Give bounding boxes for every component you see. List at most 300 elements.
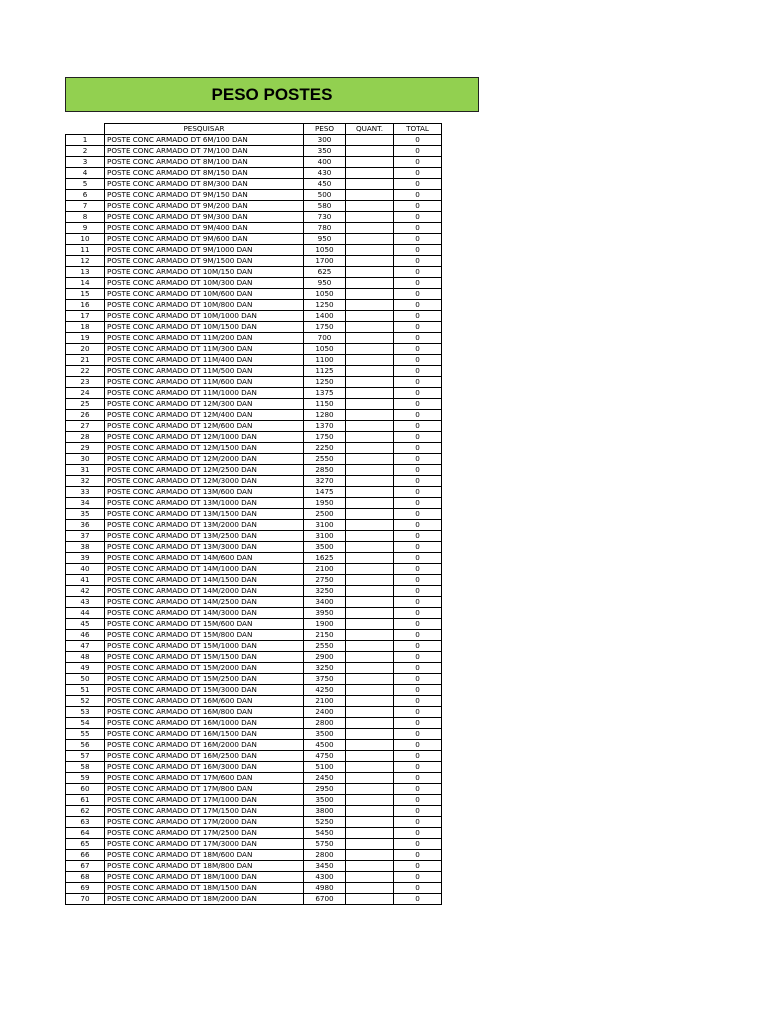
total-cell[interactable]: 0: [394, 366, 442, 377]
quantity-cell[interactable]: [346, 278, 394, 289]
total-cell[interactable]: 0: [394, 762, 442, 773]
total-cell[interactable]: 0: [394, 201, 442, 212]
pole-weight[interactable]: 2150: [304, 630, 346, 641]
quantity-cell[interactable]: [346, 212, 394, 223]
pole-weight[interactable]: 3450: [304, 861, 346, 872]
pole-weight[interactable]: 2400: [304, 707, 346, 718]
pole-weight[interactable]: 3500: [304, 729, 346, 740]
pole-weight[interactable]: 5450: [304, 828, 346, 839]
pole-weight[interactable]: 2450: [304, 773, 346, 784]
pole-weight[interactable]: 2750: [304, 575, 346, 586]
quantity-cell[interactable]: [346, 597, 394, 608]
quantity-cell[interactable]: [346, 806, 394, 817]
pole-description[interactable]: POSTE CONC ARMADO DT 9M/200 DAN: [105, 201, 304, 212]
quantity-cell[interactable]: [346, 663, 394, 674]
pole-description[interactable]: POSTE CONC ARMADO DT 11M/1000 DAN: [105, 388, 304, 399]
pole-description[interactable]: POSTE CONC ARMADO DT 13M/3000 DAN: [105, 542, 304, 553]
quantity-cell[interactable]: [346, 190, 394, 201]
pole-weight[interactable]: 2900: [304, 652, 346, 663]
pole-description[interactable]: POSTE CONC ARMADO DT 14M/3000 DAN: [105, 608, 304, 619]
pole-description[interactable]: POSTE CONC ARMADO DT 17M/1500 DAN: [105, 806, 304, 817]
quantity-cell[interactable]: [346, 652, 394, 663]
total-cell[interactable]: 0: [394, 256, 442, 267]
pole-description[interactable]: POSTE CONC ARMADO DT 15M/600 DAN: [105, 619, 304, 630]
quantity-cell[interactable]: [346, 146, 394, 157]
pole-weight[interactable]: 4980: [304, 883, 346, 894]
pole-weight[interactable]: 625: [304, 267, 346, 278]
total-cell[interactable]: 0: [394, 553, 442, 564]
quantity-cell[interactable]: [346, 267, 394, 278]
quantity-cell[interactable]: [346, 487, 394, 498]
quantity-cell[interactable]: [346, 740, 394, 751]
total-cell[interactable]: 0: [394, 520, 442, 531]
quantity-cell[interactable]: [346, 476, 394, 487]
quantity-cell[interactable]: [346, 564, 394, 575]
quantity-cell[interactable]: [346, 157, 394, 168]
total-cell[interactable]: 0: [394, 168, 442, 179]
total-cell[interactable]: 0: [394, 850, 442, 861]
pole-description[interactable]: POSTE CONC ARMADO DT 11M/300 DAN: [105, 344, 304, 355]
total-cell[interactable]: 0: [394, 674, 442, 685]
quantity-cell[interactable]: [346, 498, 394, 509]
pole-description[interactable]: POSTE CONC ARMADO DT 12M/2500 DAN: [105, 465, 304, 476]
pole-description[interactable]: POSTE CONC ARMADO DT 7M/100 DAN: [105, 146, 304, 157]
row-number: 53: [66, 707, 105, 718]
total-cell[interactable]: 0: [394, 300, 442, 311]
pole-description[interactable]: POSTE CONC ARMADO DT 12M/2000 DAN: [105, 454, 304, 465]
pole-description[interactable]: POSTE CONC ARMADO DT 16M/1500 DAN: [105, 729, 304, 740]
quantity-cell[interactable]: [346, 388, 394, 399]
pole-weight[interactable]: 1125: [304, 366, 346, 377]
total-cell[interactable]: 0: [394, 542, 442, 553]
pole-description[interactable]: POSTE CONC ARMADO DT 10M/1500 DAN: [105, 322, 304, 333]
quantity-cell[interactable]: [346, 542, 394, 553]
poles-weight-table: [65, 123, 442, 905]
pole-description[interactable]: POSTE CONC ARMADO DT 12M/3000 DAN: [105, 476, 304, 487]
total-cell[interactable]: 0: [394, 619, 442, 630]
total-cell[interactable]: 0: [394, 795, 442, 806]
pole-weight[interactable]: 1950: [304, 498, 346, 509]
pole-weight[interactable]: 5750: [304, 839, 346, 850]
total-cell[interactable]: 0: [394, 685, 442, 696]
total-cell[interactable]: 0: [394, 410, 442, 421]
total-cell[interactable]: 0: [394, 278, 442, 289]
pole-description[interactable]: POSTE CONC ARMADO DT 14M/1500 DAN: [105, 575, 304, 586]
total-cell[interactable]: 0: [394, 707, 442, 718]
pole-weight[interactable]: 1250: [304, 377, 346, 388]
pole-weight[interactable]: 1370: [304, 421, 346, 432]
pole-weight[interactable]: 1625: [304, 553, 346, 564]
pole-description[interactable]: POSTE CONC ARMADO DT 9M/1500 DAN: [105, 256, 304, 267]
total-cell[interactable]: 0: [394, 322, 442, 333]
pole-description[interactable]: POSTE CONC ARMADO DT 9M/1000 DAN: [105, 245, 304, 256]
pole-weight[interactable]: 500: [304, 190, 346, 201]
quantity-cell[interactable]: [346, 465, 394, 476]
pole-description[interactable]: POSTE CONC ARMADO DT 11M/400 DAN: [105, 355, 304, 366]
pole-description[interactable]: POSTE CONC ARMADO DT 15M/2000 DAN: [105, 663, 304, 674]
pole-description[interactable]: POSTE CONC ARMADO DT 12M/400 DAN: [105, 410, 304, 421]
quantity-cell[interactable]: [346, 861, 394, 872]
pole-description[interactable]: POSTE CONC ARMADO DT 17M/600 DAN: [105, 773, 304, 784]
quantity-cell[interactable]: [346, 674, 394, 685]
total-cell[interactable]: 0: [394, 652, 442, 663]
quantity-cell[interactable]: [346, 410, 394, 421]
total-cell[interactable]: 0: [394, 388, 442, 399]
pole-weight[interactable]: 950: [304, 278, 346, 289]
total-cell[interactable]: 0: [394, 751, 442, 762]
quantity-cell[interactable]: [346, 817, 394, 828]
pole-description[interactable]: POSTE CONC ARMADO DT 12M/1500 DAN: [105, 443, 304, 454]
pole-weight[interactable]: 580: [304, 201, 346, 212]
pole-description[interactable]: POSTE CONC ARMADO DT 12M/300 DAN: [105, 399, 304, 410]
pole-weight[interactable]: 730: [304, 212, 346, 223]
pole-weight[interactable]: 3500: [304, 795, 346, 806]
total-cell[interactable]: 0: [394, 135, 442, 146]
total-cell[interactable]: 0: [394, 718, 442, 729]
total-cell[interactable]: 0: [394, 245, 442, 256]
pole-description[interactable]: POSTE CONC ARMADO DT 16M/3000 DAN: [105, 762, 304, 773]
pole-description[interactable]: POSTE CONC ARMADO DT 14M/2500 DAN: [105, 597, 304, 608]
total-cell[interactable]: 0: [394, 465, 442, 476]
pole-weight[interactable]: 350: [304, 146, 346, 157]
quantity-cell[interactable]: [346, 234, 394, 245]
total-cell[interactable]: 0: [394, 894, 442, 905]
pole-description[interactable]: POSTE CONC ARMADO DT 9M/150 DAN: [105, 190, 304, 201]
quantity-cell[interactable]: [346, 685, 394, 696]
table-row: [66, 828, 442, 839]
quantity-cell[interactable]: [346, 509, 394, 520]
total-cell[interactable]: 0: [394, 531, 442, 542]
total-cell[interactable]: 0: [394, 476, 442, 487]
pole-weight[interactable]: 1400: [304, 311, 346, 322]
total-cell[interactable]: 0: [394, 784, 442, 795]
total-cell[interactable]: 0: [394, 817, 442, 828]
pole-description[interactable]: POSTE CONC ARMADO DT 16M/800 DAN: [105, 707, 304, 718]
pole-description[interactable]: POSTE CONC ARMADO DT 10M/150 DAN: [105, 267, 304, 278]
pole-weight[interactable]: 2100: [304, 564, 346, 575]
pole-weight[interactable]: 3270: [304, 476, 346, 487]
pole-weight[interactable]: 5100: [304, 762, 346, 773]
quantity-cell[interactable]: [346, 784, 394, 795]
quantity-cell[interactable]: [346, 333, 394, 344]
quantity-cell[interactable]: [346, 432, 394, 443]
quantity-cell[interactable]: [346, 322, 394, 333]
quantity-cell[interactable]: [346, 872, 394, 883]
total-cell[interactable]: 0: [394, 377, 442, 388]
total-cell[interactable]: 0: [394, 179, 442, 190]
pole-weight[interactable]: 300: [304, 135, 346, 146]
pole-weight[interactable]: 4500: [304, 740, 346, 751]
row-number: 39: [66, 553, 105, 564]
total-cell[interactable]: 0: [394, 267, 442, 278]
total-cell[interactable]: 0: [394, 234, 442, 245]
quantity-cell[interactable]: [346, 179, 394, 190]
quantity-cell[interactable]: [346, 608, 394, 619]
quantity-cell[interactable]: [346, 256, 394, 267]
pole-description[interactable]: POSTE CONC ARMADO DT 17M/1000 DAN: [105, 795, 304, 806]
total-cell[interactable]: 0: [394, 157, 442, 168]
pole-weight[interactable]: 6700: [304, 894, 346, 905]
pole-weight[interactable]: 4750: [304, 751, 346, 762]
pole-description[interactable]: POSTE CONC ARMADO DT 6M/100 DAN: [105, 135, 304, 146]
quantity-cell[interactable]: [346, 850, 394, 861]
quantity-cell[interactable]: [346, 344, 394, 355]
pole-weight[interactable]: 1050: [304, 245, 346, 256]
pole-weight[interactable]: 1050: [304, 344, 346, 355]
pole-weight[interactable]: 2550: [304, 454, 346, 465]
pole-description[interactable]: POSTE CONC ARMADO DT 15M/3000 DAN: [105, 685, 304, 696]
quantity-cell[interactable]: [346, 762, 394, 773]
quantity-cell[interactable]: [346, 443, 394, 454]
total-cell[interactable]: 0: [394, 487, 442, 498]
quantity-cell[interactable]: [346, 883, 394, 894]
row-number: 27: [66, 421, 105, 432]
quantity-cell[interactable]: [346, 399, 394, 410]
pole-weight[interactable]: 1280: [304, 410, 346, 421]
quantity-cell[interactable]: [346, 795, 394, 806]
pole-description[interactable]: POSTE CONC ARMADO DT 13M/600 DAN: [105, 487, 304, 498]
header-weight[interactable]: PESO: [304, 124, 346, 135]
pole-description[interactable]: POSTE CONC ARMADO DT 18M/1000 DAN: [105, 872, 304, 883]
pole-weight[interactable]: 1750: [304, 432, 346, 443]
pole-description[interactable]: POSTE CONC ARMADO DT 13M/1000 DAN: [105, 498, 304, 509]
total-cell[interactable]: 0: [394, 740, 442, 751]
total-cell[interactable]: 0: [394, 773, 442, 784]
quantity-cell[interactable]: [346, 586, 394, 597]
table-row: [66, 839, 442, 850]
pole-weight[interactable]: 1900: [304, 619, 346, 630]
total-cell[interactable]: 0: [394, 498, 442, 509]
total-cell[interactable]: 0: [394, 861, 442, 872]
pole-description[interactable]: POSTE CONC ARMADO DT 16M/2500 DAN: [105, 751, 304, 762]
total-cell[interactable]: 0: [394, 146, 442, 157]
row-number: 32: [66, 476, 105, 487]
pole-description[interactable]: POSTE CONC ARMADO DT 12M/600 DAN: [105, 421, 304, 432]
pole-weight[interactable]: 950: [304, 234, 346, 245]
pole-description[interactable]: POSTE CONC ARMADO DT 13M/1500 DAN: [105, 509, 304, 520]
total-cell[interactable]: 0: [394, 586, 442, 597]
pole-description[interactable]: POSTE CONC ARMADO DT 17M/2500 DAN: [105, 828, 304, 839]
pole-description[interactable]: POSTE CONC ARMADO DT 10M/600 DAN: [105, 289, 304, 300]
pole-weight[interactable]: 2850: [304, 465, 346, 476]
pole-weight[interactable]: 3950: [304, 608, 346, 619]
pole-description[interactable]: POSTE CONC ARMADO DT 10M/1000 DAN: [105, 311, 304, 322]
pole-weight[interactable]: 3100: [304, 531, 346, 542]
pole-weight[interactable]: 1150: [304, 399, 346, 410]
quantity-cell[interactable]: [346, 828, 394, 839]
pole-description[interactable]: POSTE CONC ARMADO DT 10M/800 DAN: [105, 300, 304, 311]
pole-weight[interactable]: 3750: [304, 674, 346, 685]
quantity-cell[interactable]: [346, 201, 394, 212]
quantity-cell[interactable]: [346, 531, 394, 542]
pole-weight[interactable]: 4250: [304, 685, 346, 696]
quantity-cell[interactable]: [346, 355, 394, 366]
total-cell[interactable]: 0: [394, 696, 442, 707]
row-number: 42: [66, 586, 105, 597]
pole-weight[interactable]: 2950: [304, 784, 346, 795]
total-cell[interactable]: 0: [394, 190, 442, 201]
table-row: [66, 817, 442, 828]
pole-description[interactable]: POSTE CONC ARMADO DT 14M/2000 DAN: [105, 586, 304, 597]
total-cell[interactable]: 0: [394, 872, 442, 883]
total-cell[interactable]: 0: [394, 608, 442, 619]
pole-description[interactable]: POSTE CONC ARMADO DT 18M/600 DAN: [105, 850, 304, 861]
pole-description[interactable]: POSTE CONC ARMADO DT 11M/600 DAN: [105, 377, 304, 388]
pole-description[interactable]: POSTE CONC ARMADO DT 18M/1500 DAN: [105, 883, 304, 894]
total-cell[interactable]: 0: [394, 806, 442, 817]
pole-weight[interactable]: 2500: [304, 509, 346, 520]
quantity-cell[interactable]: [346, 707, 394, 718]
pole-description[interactable]: POSTE CONC ARMADO DT 15M/1500 DAN: [105, 652, 304, 663]
quantity-cell[interactable]: [346, 520, 394, 531]
total-cell[interactable]: 0: [394, 421, 442, 432]
total-cell[interactable]: 0: [394, 344, 442, 355]
pole-description[interactable]: POSTE CONC ARMADO DT 17M/3000 DAN: [105, 839, 304, 850]
pole-description[interactable]: POSTE CONC ARMADO DT 17M/2000 DAN: [105, 817, 304, 828]
pole-description[interactable]: POSTE CONC ARMADO DT 9M/600 DAN: [105, 234, 304, 245]
total-cell[interactable]: 0: [394, 454, 442, 465]
quantity-cell[interactable]: [346, 311, 394, 322]
pole-weight[interactable]: 1100: [304, 355, 346, 366]
pole-weight[interactable]: 430: [304, 168, 346, 179]
pole-weight[interactable]: 3800: [304, 806, 346, 817]
pole-weight[interactable]: 450: [304, 179, 346, 190]
table-row: [66, 366, 442, 377]
pole-description[interactable]: POSTE CONC ARMADO DT 16M/2000 DAN: [105, 740, 304, 751]
pole-description[interactable]: POSTE CONC ARMADO DT 16M/1000 DAN: [105, 718, 304, 729]
pole-weight[interactable]: 2250: [304, 443, 346, 454]
pole-weight[interactable]: 2800: [304, 850, 346, 861]
pole-weight[interactable]: 3250: [304, 586, 346, 597]
total-cell[interactable]: 0: [394, 663, 442, 674]
pole-description[interactable]: POSTE CONC ARMADO DT 12M/1000 DAN: [105, 432, 304, 443]
quantity-cell[interactable]: [346, 553, 394, 564]
pole-description[interactable]: POSTE CONC ARMADO DT 14M/600 DAN: [105, 553, 304, 564]
pole-description[interactable]: POSTE CONC ARMADO DT 9M/300 DAN: [105, 212, 304, 223]
pole-description[interactable]: POSTE CONC ARMADO DT 14M/1000 DAN: [105, 564, 304, 575]
quantity-cell[interactable]: [346, 366, 394, 377]
pole-weight[interactable]: 700: [304, 333, 346, 344]
pole-weight[interactable]: 4300: [304, 872, 346, 883]
row-number: 55: [66, 729, 105, 740]
pole-description[interactable]: POSTE CONC ARMADO DT 13M/2000 DAN: [105, 520, 304, 531]
quantity-cell[interactable]: [346, 223, 394, 234]
row-number: 50: [66, 674, 105, 685]
total-cell[interactable]: 0: [394, 223, 442, 234]
total-cell[interactable]: 0: [394, 432, 442, 443]
pole-description[interactable]: POSTE CONC ARMADO DT 11M/500 DAN: [105, 366, 304, 377]
pole-description[interactable]: POSTE CONC ARMADO DT 8M/150 DAN: [105, 168, 304, 179]
pole-description[interactable]: POSTE CONC ARMADO DT 17M/800 DAN: [105, 784, 304, 795]
total-cell[interactable]: 0: [394, 289, 442, 300]
total-cell[interactable]: 0: [394, 729, 442, 740]
quantity-cell[interactable]: [346, 575, 394, 586]
quantity-cell[interactable]: [346, 454, 394, 465]
total-cell[interactable]: 0: [394, 828, 442, 839]
quantity-cell[interactable]: [346, 300, 394, 311]
quantity-cell[interactable]: [346, 168, 394, 179]
pole-weight[interactable]: 5250: [304, 817, 346, 828]
pole-description[interactable]: POSTE CONC ARMADO DT 16M/600 DAN: [105, 696, 304, 707]
pole-description[interactable]: POSTE CONC ARMADO DT 18M/800 DAN: [105, 861, 304, 872]
pole-weight[interactable]: 2550: [304, 641, 346, 652]
quantity-cell[interactable]: [346, 135, 394, 146]
pole-weight[interactable]: 1050: [304, 289, 346, 300]
total-cell[interactable]: 0: [394, 597, 442, 608]
pole-description[interactable]: POSTE CONC ARMADO DT 13M/2500 DAN: [105, 531, 304, 542]
pole-weight[interactable]: 1750: [304, 322, 346, 333]
quantity-cell[interactable]: [346, 619, 394, 630]
header-search[interactable]: PESQUISAR: [105, 124, 304, 135]
total-cell[interactable]: 0: [394, 443, 442, 454]
table-row: [66, 322, 442, 333]
total-cell[interactable]: 0: [394, 839, 442, 850]
quantity-cell[interactable]: [346, 421, 394, 432]
total-cell[interactable]: 0: [394, 641, 442, 652]
pole-weight[interactable]: 2800: [304, 718, 346, 729]
pole-weight[interactable]: 1475: [304, 487, 346, 498]
pole-weight[interactable]: 2100: [304, 696, 346, 707]
quantity-cell[interactable]: [346, 289, 394, 300]
quantity-cell[interactable]: [346, 773, 394, 784]
quantity-cell[interactable]: [346, 245, 394, 256]
pole-description[interactable]: POSTE CONC ARMADO DT 18M/2000 DAN: [105, 894, 304, 905]
pole-weight[interactable]: 3250: [304, 663, 346, 674]
pole-weight[interactable]: 400: [304, 157, 346, 168]
header-total[interactable]: TOTAL: [394, 124, 442, 135]
table-row: [66, 388, 442, 399]
total-cell[interactable]: 0: [394, 883, 442, 894]
pole-weight[interactable]: 3500: [304, 542, 346, 553]
quantity-cell[interactable]: [346, 641, 394, 652]
total-cell[interactable]: 0: [394, 355, 442, 366]
pole-weight[interactable]: 3100: [304, 520, 346, 531]
quantity-cell[interactable]: [346, 751, 394, 762]
total-cell[interactable]: 0: [394, 399, 442, 410]
pole-description[interactable]: POSTE CONC ARMADO DT 10M/300 DAN: [105, 278, 304, 289]
total-cell[interactable]: 0: [394, 333, 442, 344]
total-cell[interactable]: 0: [394, 311, 442, 322]
pole-description[interactable]: POSTE CONC ARMADO DT 9M/400 DAN: [105, 223, 304, 234]
pole-weight[interactable]: 1375: [304, 388, 346, 399]
pole-description[interactable]: POSTE CONC ARMADO DT 11M/200 DAN: [105, 333, 304, 344]
total-cell[interactable]: 0: [394, 630, 442, 641]
pole-weight[interactable]: 1700: [304, 256, 346, 267]
quantity-cell[interactable]: [346, 894, 394, 905]
pole-description[interactable]: POSTE CONC ARMADO DT 8M/100 DAN: [105, 157, 304, 168]
quantity-cell[interactable]: [346, 630, 394, 641]
pole-weight[interactable]: 1250: [304, 300, 346, 311]
pole-description[interactable]: POSTE CONC ARMADO DT 8M/300 DAN: [105, 179, 304, 190]
pole-weight[interactable]: 3400: [304, 597, 346, 608]
quantity-cell[interactable]: [346, 718, 394, 729]
quantity-cell[interactable]: [346, 729, 394, 740]
total-cell[interactable]: 0: [394, 212, 442, 223]
total-cell[interactable]: 0: [394, 564, 442, 575]
table-row: [66, 729, 442, 740]
total-cell[interactable]: 0: [394, 509, 442, 520]
total-cell[interactable]: 0: [394, 575, 442, 586]
table-row: [66, 784, 442, 795]
pole-description[interactable]: POSTE CONC ARMADO DT 15M/1000 DAN: [105, 641, 304, 652]
pole-description[interactable]: POSTE CONC ARMADO DT 15M/2500 DAN: [105, 674, 304, 685]
quantity-cell[interactable]: [346, 696, 394, 707]
quantity-cell[interactable]: [346, 377, 394, 388]
pole-weight[interactable]: 780: [304, 223, 346, 234]
header-quantity[interactable]: QUANT.: [346, 124, 394, 135]
pole-description[interactable]: POSTE CONC ARMADO DT 15M/800 DAN: [105, 630, 304, 641]
quantity-cell[interactable]: [346, 839, 394, 850]
